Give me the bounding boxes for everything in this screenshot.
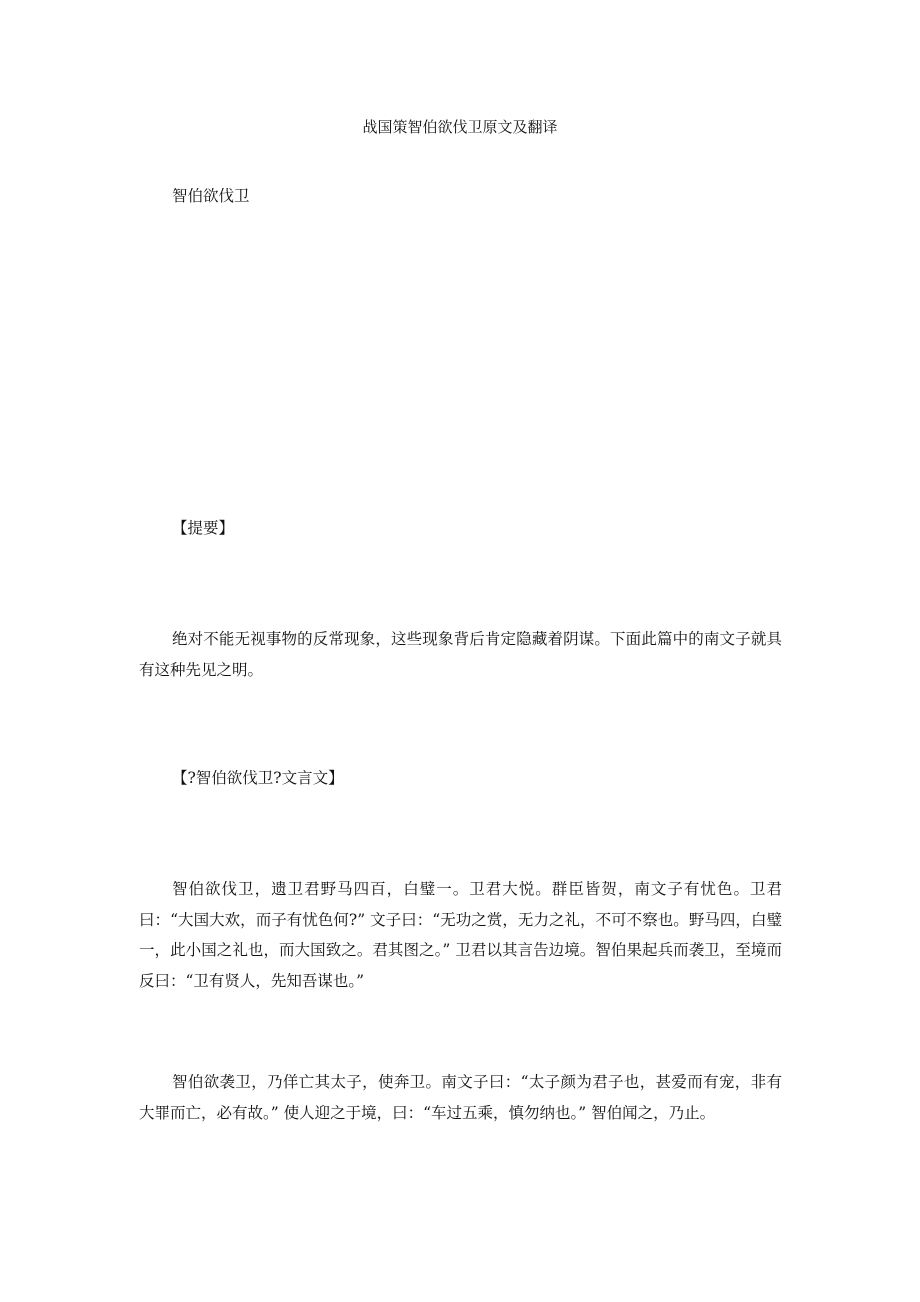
document-title: 战国策智伯欲伐卫原文及翻译 [362,118,558,136]
summary-paragraph: 绝对不能无视事物的反常现象，这些现象背后肯定隐藏着阴谋。下面此篇中的南文子就具有这种先见之明。 [139,630,782,679]
classical-paragraph-2: 智伯欲袭卫，乃佯亡其太子，使奔卫。南文子曰：“太子颜为君子也，甚爱而有宠，非有大罪而亡，必有故。” 使人迎之于境，曰：“车过五乘，慎勿纳也。” 智伯闻之，乃止。 [139,1073,782,1122]
classical-paragraph-1: 智伯欲伐卫，遗卫君野马四百，白璧一。卫君大悦。群臣皆贺，南文子有忧色。卫君曰：“大国大欢，而子有忧色何?” 文子曰：“无功之赏，无力之礼，不可不察也。野马四，白璧一，此小国之礼也，而大国致之。君其图之。” 卫君以其言告边境。智伯果起兵而袭卫，至境而反曰：“卫有贤人，先知吾谋也。” [139,880,782,990]
section-subtitle: 智伯欲伐卫 [172,187,250,205]
classical-text-heading: 【?智伯欲伐卫?文言文】 [172,769,344,787]
summary-heading: 【提要】 [172,519,235,537]
